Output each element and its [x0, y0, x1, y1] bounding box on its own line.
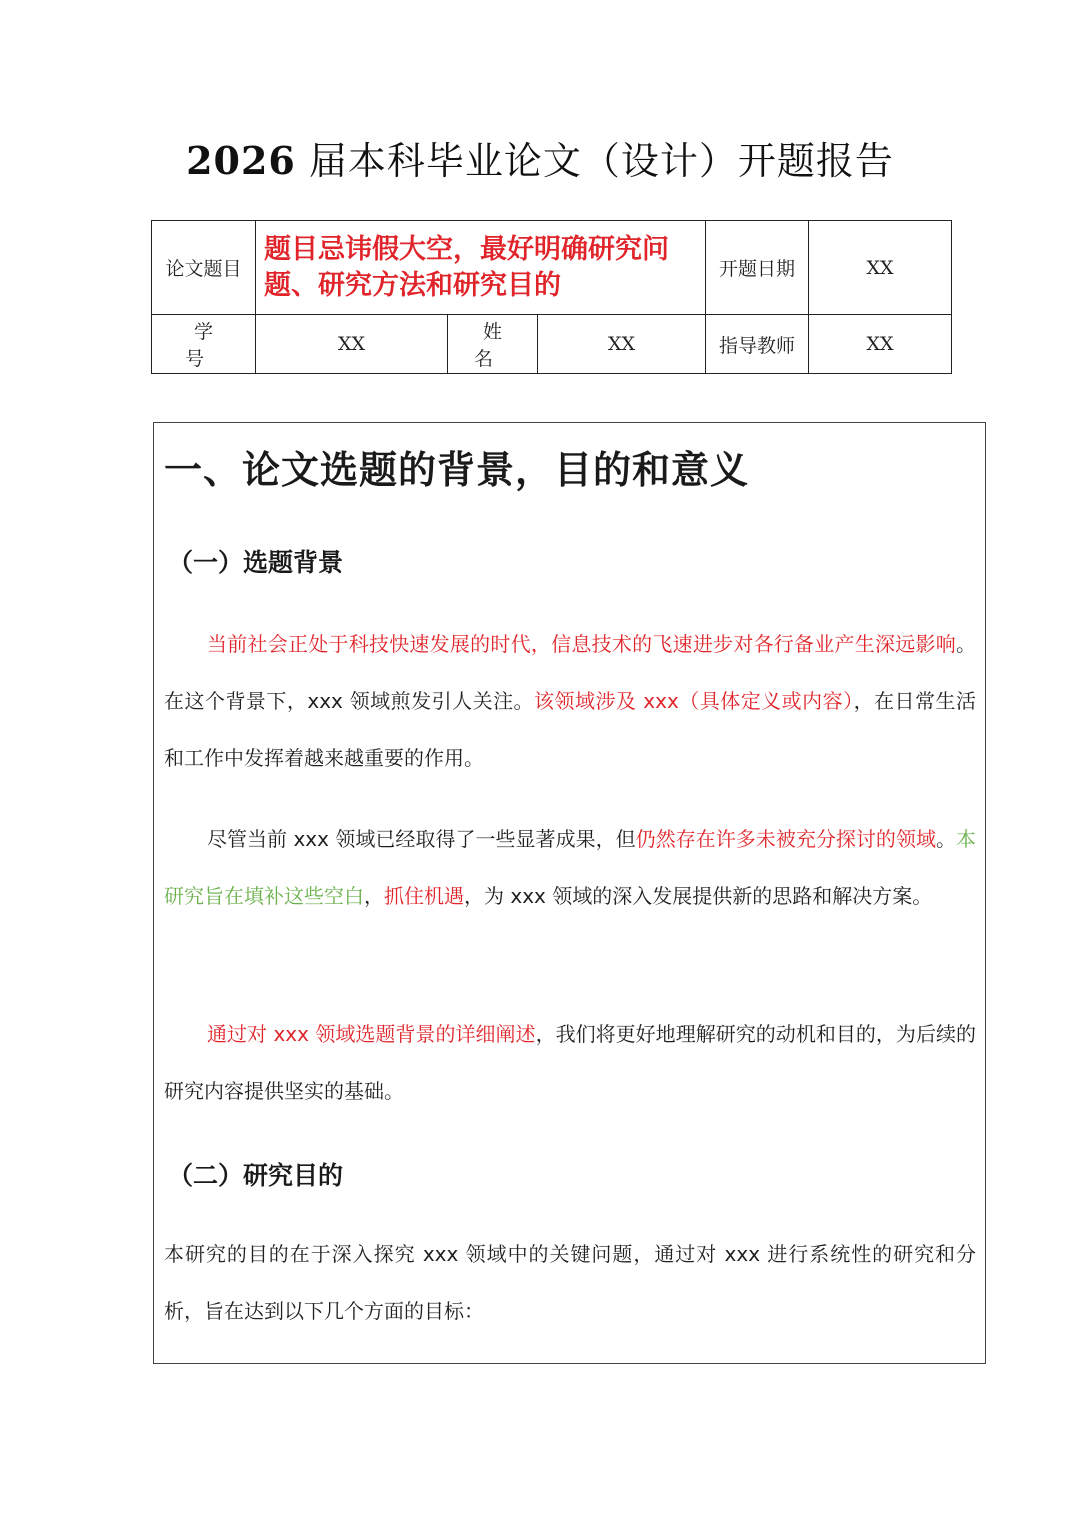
- student-name-value: XX: [538, 315, 706, 374]
- thesis-title-value: 题目忌讳假大空，最好明确研究问题、研究方法和研究目的: [256, 221, 706, 315]
- p2-text-c: 。: [935, 827, 957, 851]
- p2-text-g: ，为 xxx 领域的深入发展提供新的思路和解决方案。: [464, 884, 933, 908]
- subsection-heading-purpose: （二）研究目的: [168, 1161, 344, 1190]
- p2-text-e: ，: [364, 884, 384, 908]
- p1-text-b: 。在这个背景下，xxx 领域煎发引人关注。: [164, 632, 976, 713]
- student-id-value: XX: [256, 315, 448, 374]
- paragraph-background-1: [164, 616, 976, 787]
- proposal-date-value: XX: [809, 221, 952, 315]
- advisor-label: 指导教师: [706, 315, 809, 374]
- p2-text-a: 尽管当前 xxx 领域已经取得了一些显著成果，但: [207, 827, 636, 851]
- advisor-value: XX: [809, 315, 952, 374]
- paragraph-background-3: [164, 1006, 976, 1120]
- p2-red-b: 仍然存在许多未被充分探讨的领域: [635, 827, 936, 851]
- info-row-title: [152, 221, 952, 315]
- p1-text-d: ，在日常生活和工作中发挥着越来越重要的作用。: [164, 689, 976, 770]
- p3-text-b: ，我们将更好地理解研究的动机和目的，为后续的研究内容提供坚实的基础。: [164, 1022, 976, 1103]
- document-title-year: 2026: [186, 138, 296, 183]
- student-name-label: 姓 名: [448, 315, 538, 374]
- student-id-label: 学 号: [152, 315, 256, 374]
- p1-red-a: 当前社会正处于科技快速发展的时代，信息技术的飞速进步对各行备业产生深远影响: [207, 632, 956, 656]
- thesis-title-label: 论文题目: [152, 221, 256, 315]
- subsection-heading-background: （一）选题背景: [168, 548, 344, 577]
- info-row-student: [152, 315, 952, 374]
- p3-red-a: 通过对 xxx 领域选题背景的详细阐述: [207, 1022, 536, 1046]
- content-box: [153, 422, 986, 1364]
- p2-red-f: 抓住机遇: [384, 884, 464, 908]
- section-heading: 一、论文选题的背景，目的和意义: [164, 448, 750, 492]
- document-title: [0, 130, 1080, 185]
- p2-green-d: 本研究旨在填补这些空白: [164, 827, 977, 908]
- proposal-date-label: 开题日期: [706, 221, 809, 315]
- info-table: [151, 220, 952, 374]
- paragraph-purpose: 本研究的目的在于深入探究 xxx 领域中的关键问题，通过对 xxx 进行系统性的研究和分析，旨在达到以下几个方面的目标：: [164, 1242, 976, 1323]
- p1-red-c: 该领域涉及 xxx（具体定义或内容）: [534, 689, 854, 713]
- document-title-text: 届本科毕业论文（设计）开题报告: [295, 139, 894, 183]
- paragraph-background-2: [164, 811, 976, 925]
